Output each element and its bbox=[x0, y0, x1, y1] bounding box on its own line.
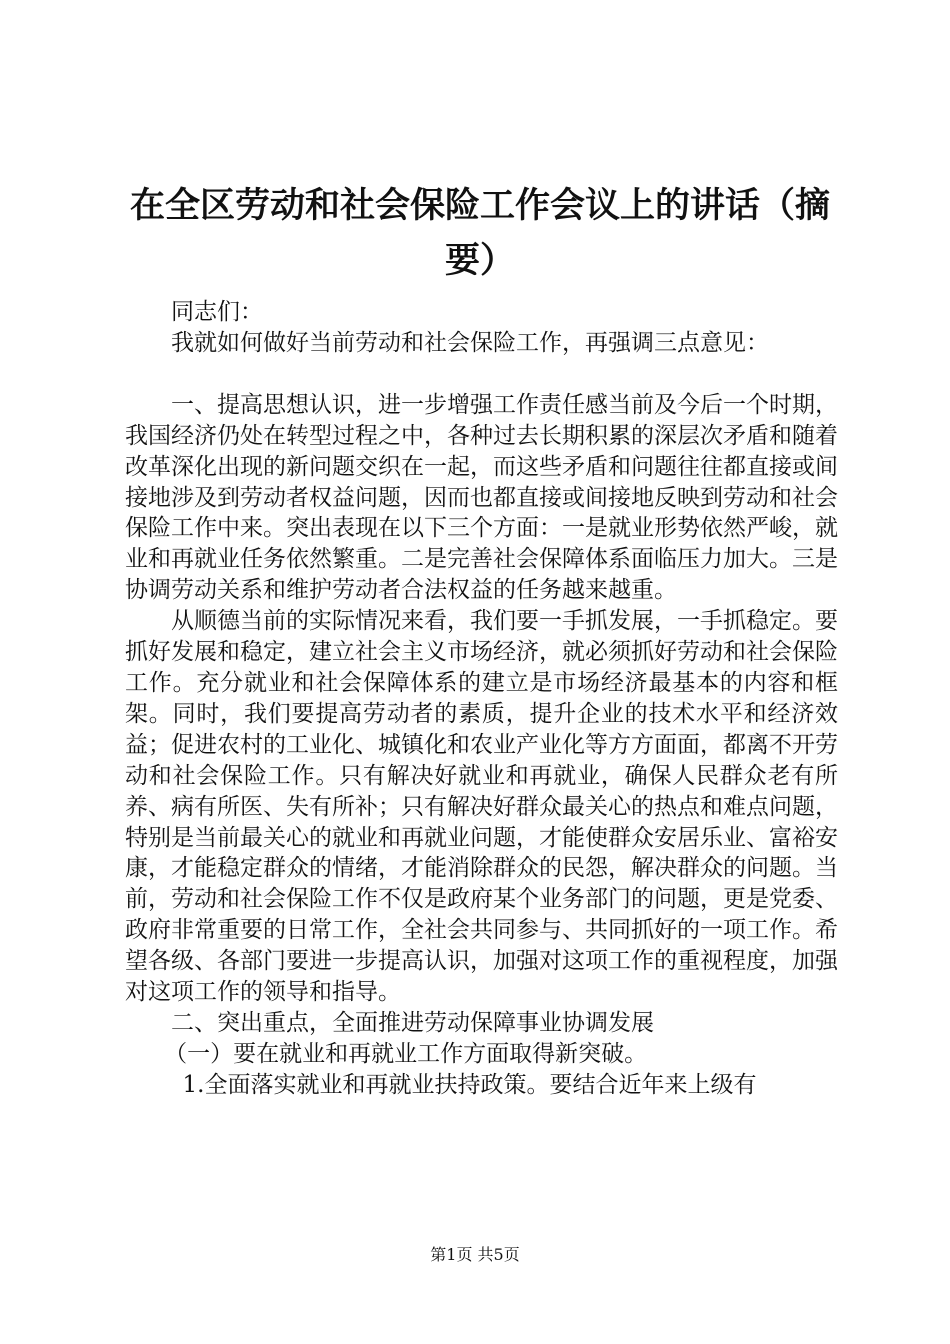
subsection-one-heading: （一）要在就业和再就业工作方面取得新突破。 bbox=[164, 1040, 648, 1067]
item-one-paragraph: 1.全面落实就业和再就业扶持政策。要结合近年来上级有 bbox=[182, 1071, 757, 1098]
section-two-heading: 二、突出重点，全面推进劳动保障事业协调发展 bbox=[171, 1009, 654, 1036]
salutation: 同志们： bbox=[171, 299, 263, 325]
document-title: 在全区劳动和社会保险工作会议上的讲话（摘要） bbox=[129, 185, 830, 281]
document-body bbox=[125, 297, 838, 1101]
intro-paragraph: 我就如何做好当前劳动和社会保险工作，再强调三点意见： bbox=[171, 329, 769, 356]
shunde-paragraph: 从顺德当前的实际情况来看，我们要一手抓发展，一手抓稳定。要抓好发展和稳定，建立社会主义市场经济，就必须抓好劳动和社会保险工作。充分就业和社会保障体系的建立是市场经济最基本的内容和框架。同时，我们要提高劳动者的素质，提升企业的技术水平和经济效益；促进农村的工业化、城镇化和农业产业化等方方面面，都离不开劳动和社会保险工作。只有解决好就业和再就业，确保人民群众老有所养、病有所医、失有所补；只有解决好群众最关心的热点和难点问题，特别是当前最关心的就业和再就业问题，才能使群众安居乐业、富裕安康，才能稳定群众的情绪，才能消除群众的民怨，解决群众的问题。当前，劳动和社会保险工作不仅是政府某个业务部门的问题，更是党委、政府非常重要的日常工作，全社会共同参与、共同抓好的一项工作。希望各级、各部门要进一步提高认识，加强对这项工作的重视程度，加强对这项工作的领导和指导。 bbox=[125, 608, 838, 1006]
section-one-paragraph: 一、提高思想认识，进一步增强工作责任感当前及今后一个时期，我国经济仍处在转型过程之中，各种过去长期积累的深层次矛盾和随着改革深化出现的新问题交织在一起，而这些矛盾和问题往往都直接或间接地涉及到劳动者权益问题，因而也都直接或间接地反映到劳动和社会保险工作中来。突出表现在以下三个方面：一是就业形势依然严峻，就业和再就业任务依然繁重。二是完善社会保障体系面临压力加大。三是协调劳动关系和维护劳动者合法权益的任务越来越重。 bbox=[125, 391, 838, 604]
page-number-footer: 第1页 共5页 bbox=[430, 1245, 520, 1264]
